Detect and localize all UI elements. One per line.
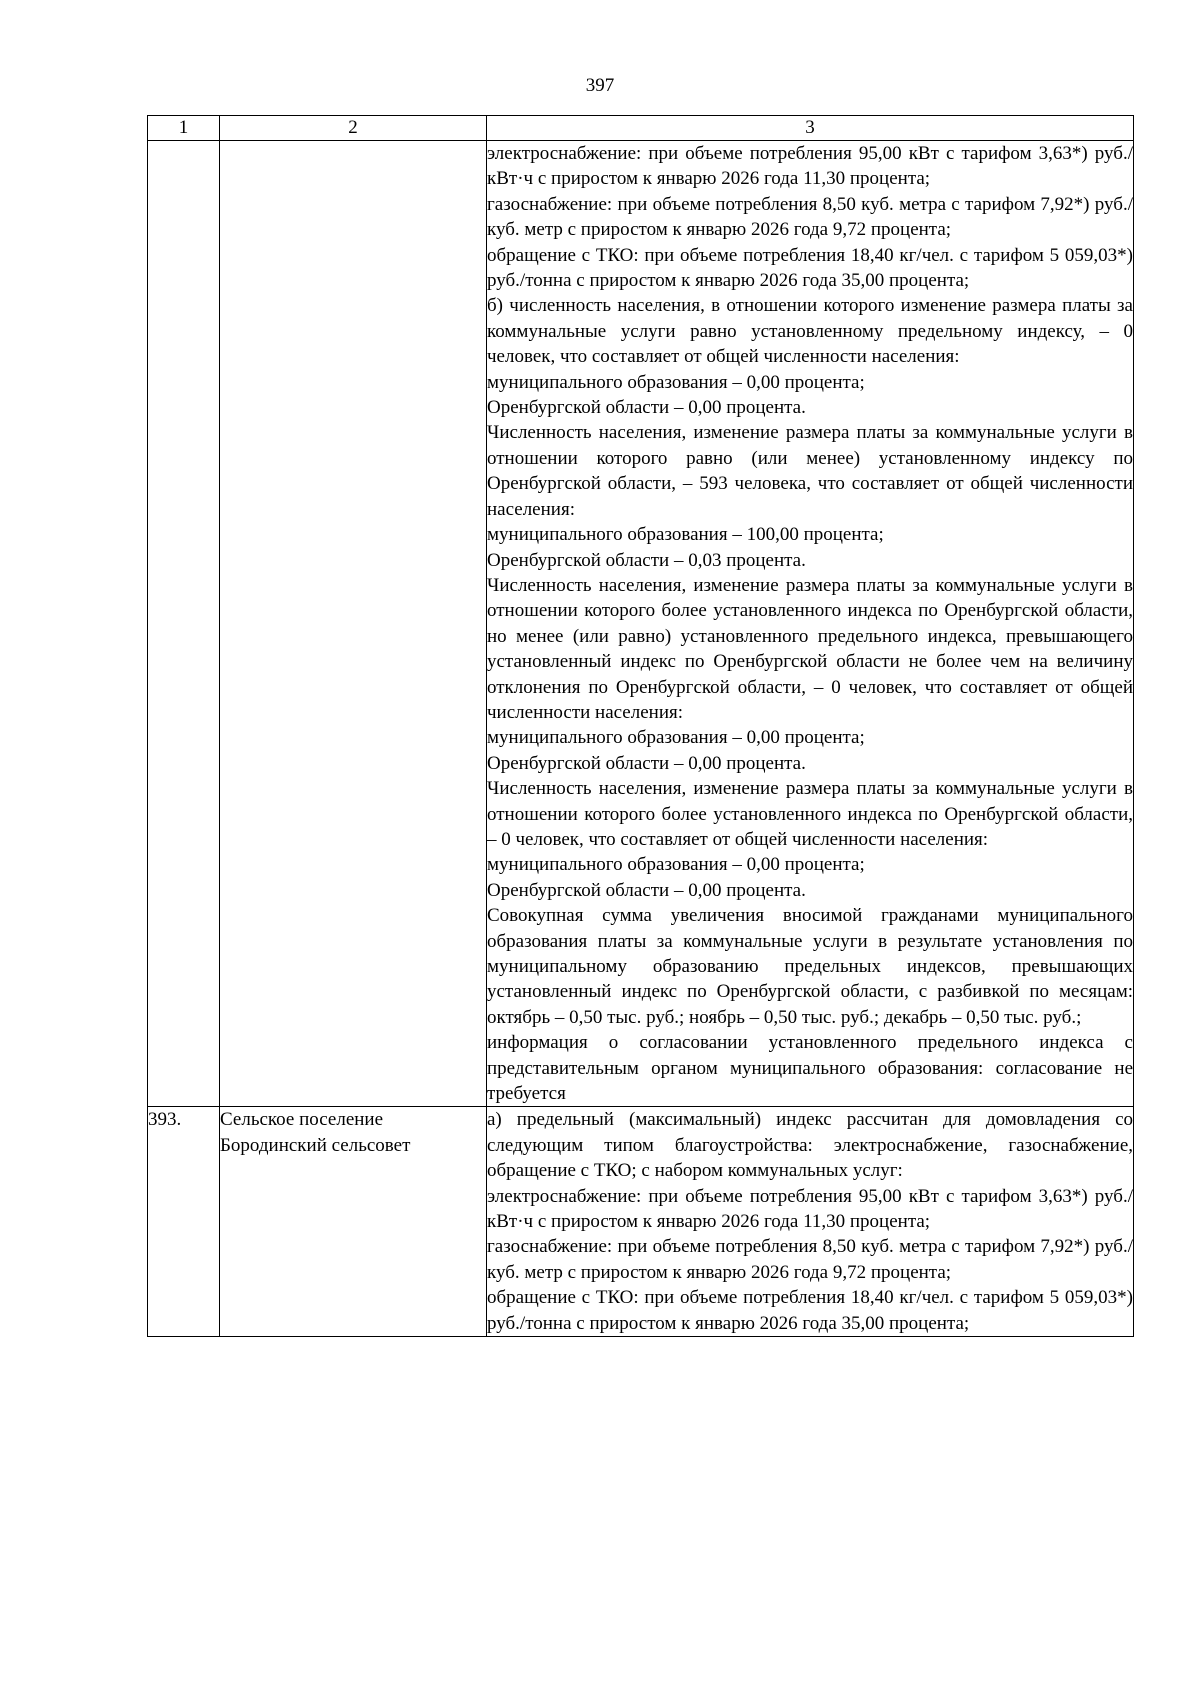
content-paragraph: Оренбургской области – 0,00 процента. [487, 879, 806, 901]
content-paragraph: муниципального образования – 0,00 процента; [487, 854, 865, 876]
table-row [148, 1107, 1134, 1337]
content-paragraph: Совокупная сумма увеличения вносимой гражданами муниципального образования платы за коммунальные услуги в результате установления по муниципальному образованию предельных индексов, превышающих установленный индекс по Оренбургской области, с разбивкой по месяцам: октябрь – 0,50 тыс. руб.; ноябрь – 0,50 тыс. руб.; декабрь – 0,50 тыс. руб.; [487, 905, 1133, 1028]
content-paragraph: Оренбургской области – 0,00 процента. [487, 397, 806, 419]
content-paragraph: Численность населения, изменение размера платы за коммунальные услуги в отношении которого равно (или менее) установленному индексу по Оренбургской области, – 593 человека, что составляет от общей численности населения: [487, 422, 1133, 520]
column-header-2: 2 [220, 116, 487, 141]
table-row [148, 141, 1134, 1107]
content-paragraph: информация о согласовании установленного предельного индекса с представительным органом муниципального образования: согласование не требуется [487, 1032, 1133, 1105]
content-paragraph: муниципального образования – 0,00 процента; [487, 727, 865, 749]
content-paragraph: электроснабжение: при объеме потребления 95,00 кВт с тарифом 3,63*) руб./кВт·ч с приростом к январю 2026 года 11,30 процента; [487, 143, 1133, 190]
municipality-name: Сельское поселение Бородинский сельсовет [220, 1107, 487, 1337]
content-paragraph: б) численность населения, в отношении которого изменение размера платы за коммунальные услуги равно установленному предельному индексу, – 0 человек, что составляет от общей численности населения: [487, 295, 1133, 368]
content-paragraph: обращение с ТКО: при объеме потребления 18,40 кг/чел. с тарифом 5 059,03*) руб./тонна с приростом к январю 2026 года 35,00 процента; [487, 244, 1133, 292]
table-header-row [148, 116, 1134, 141]
municipality-name [220, 141, 487, 1107]
data-table [147, 115, 1134, 1337]
content-paragraph: муниципального образования – 100,00 процента; [487, 524, 884, 546]
content-paragraph: газоснабжение: при объеме потребления 8,50 куб. метра с тарифом 7,92*) руб./куб. метр с приростом к январю 2026 года 9,72 процента; [487, 193, 1133, 241]
content-paragraph: газоснабжение: при объеме потребления 8,50 куб. метра с тарифом 7,92*) руб./куб. метр с приростом к январю 2026 года 9,72 процента; [487, 1236, 1133, 1283]
page-number: 397 [585, 75, 615, 96]
content-paragraph: Численность населения, изменение размера платы за коммунальные услуги в отношении которого более установленного индекса по Оренбургской области, но менее (или равно) установленного предельного индекса, превышающего установленный индекс по Оренбургской области не более чем на величину отклонения по Оренбургской области, – 0 человек, что составляет от общей численности населения: [487, 574, 1133, 723]
content-paragraph: обращение с ТКО: при объеме потребления 18,40 кг/чел. с тарифом 5 059,03*) руб./тонна с приростом к январю 2026 года 35,00 процента; [487, 1287, 1133, 1334]
content-paragraph: Численность населения, изменение размера платы за коммунальные услуги в отношении которого более установленного индекса по Оренбургской области, – 0 человек, что составляет от общей численности населения: [487, 778, 1133, 850]
row-content [487, 1107, 1134, 1337]
content-paragraph: электроснабжение: при объеме потребления 95,00 кВт с тарифом 3,63*) руб./кВт·ч с приростом к январю 2026 года 11,30 процента; [487, 1185, 1133, 1233]
column-header-1: 1 [148, 116, 220, 141]
content-paragraph: Оренбургской области – 0,03 процента. [487, 549, 806, 571]
row-content [487, 141, 1134, 1107]
content-paragraph: муниципального образования – 0,00 процента; [487, 371, 865, 393]
row-number: 393. [148, 1107, 220, 1337]
content-paragraph: а) предельный (максимальный) индекс рассчитан для домовладения со следующим типом благоустройства: электроснабжение, газоснабжение, обращение с ТКО; с набором коммунальных услуг: [487, 1109, 1133, 1182]
column-header-3: 3 [487, 116, 1134, 141]
row-number [148, 141, 220, 1107]
content-paragraph: Оренбургской области – 0,00 процента. [487, 752, 806, 774]
